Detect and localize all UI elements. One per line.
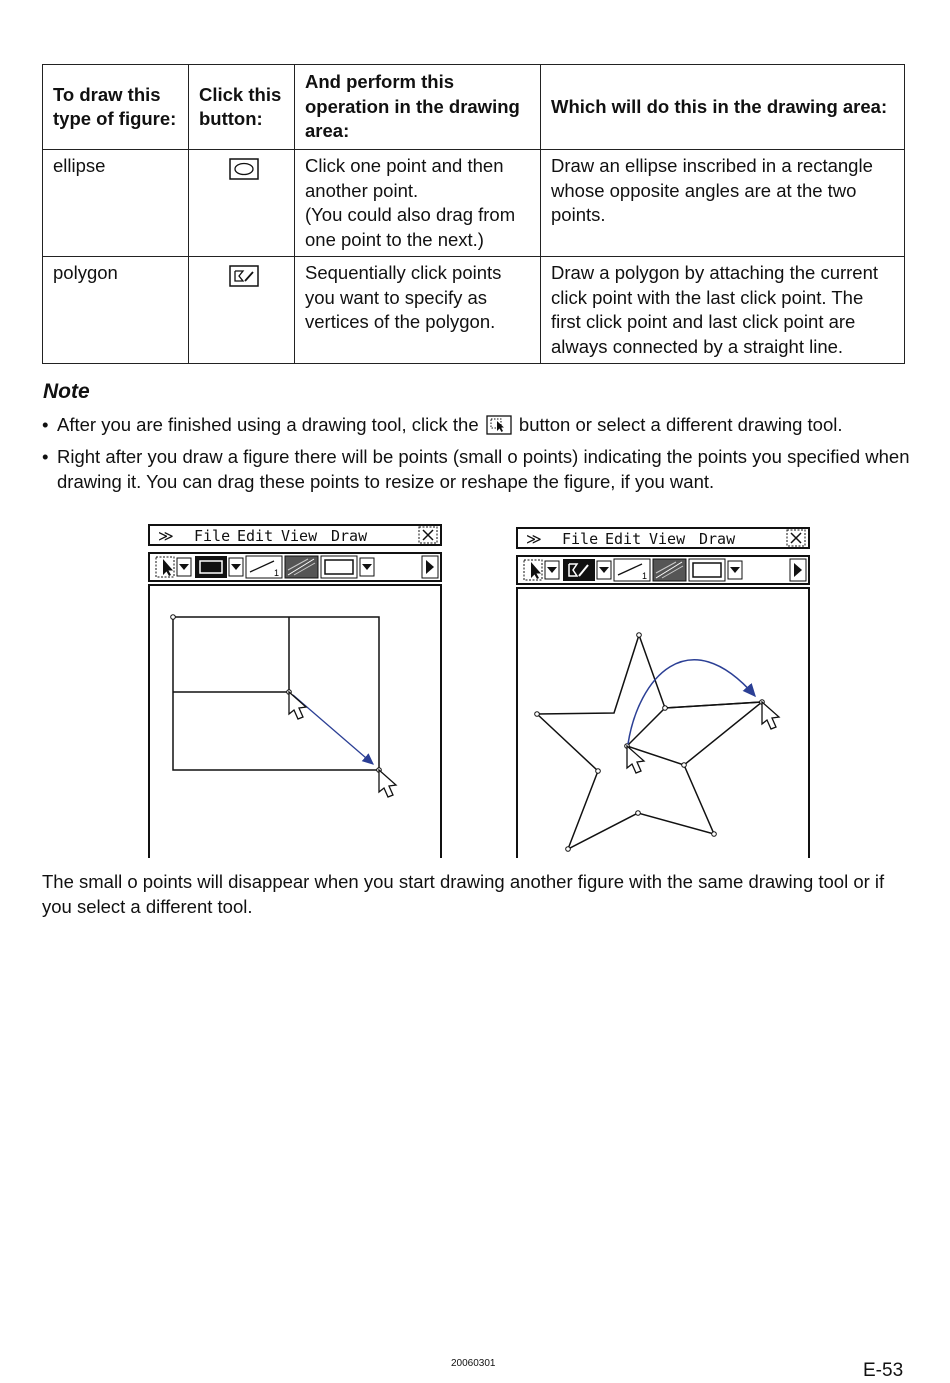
- figure-cell: polygon: [43, 257, 189, 364]
- menu-draw[interactable]: Draw: [331, 527, 368, 545]
- table-header-row: [43, 65, 905, 150]
- result-cell: Draw a polygon by attaching the current click point with the last click point. The first click point and last click point are always connected by a straight line.: [541, 257, 905, 364]
- dropdown-arrow-icon[interactable]: [177, 558, 191, 576]
- operation-cell: Click one point and then another point. (You could also drag from one point to the next.): [295, 150, 541, 257]
- handle-point[interactable]: [637, 633, 642, 638]
- polygon-tool-button[interactable]: [563, 559, 595, 581]
- header-result: Which will do this in the drawing area:: [541, 65, 905, 150]
- line-width-label: 1: [642, 571, 648, 581]
- cursor-arrow-icon: [289, 692, 306, 719]
- screenshot-rectangle: [148, 524, 442, 858]
- header-operation: And perform this operation in the drawing area:: [295, 65, 541, 150]
- handle-point[interactable]: [566, 847, 571, 852]
- table-row: [43, 257, 905, 364]
- drawing-area[interactable]: [516, 587, 810, 858]
- bullet-dot: •: [42, 446, 49, 467]
- tool-bar: [148, 552, 442, 582]
- button-cell: [189, 150, 295, 257]
- figure-cell: ellipse: [43, 150, 189, 257]
- header-button: Click this button:: [189, 65, 295, 150]
- select-tool-button[interactable]: [524, 560, 542, 580]
- note-bullet: [42, 444, 912, 494]
- close-icon[interactable]: [786, 529, 806, 551]
- menu-file[interactable]: File: [562, 530, 599, 548]
- table-row: [43, 150, 905, 257]
- drawn-star-polygon: [537, 635, 762, 849]
- handle-point[interactable]: [712, 832, 717, 837]
- line-style-button[interactable]: [614, 559, 650, 581]
- handle-point[interactable]: [596, 769, 601, 774]
- dropdown-arrow-icon[interactable]: [597, 561, 611, 579]
- menu-view[interactable]: View: [649, 530, 686, 548]
- scroll-right-icon[interactable]: [790, 559, 806, 581]
- tool-bar: [516, 555, 810, 585]
- line-width-label: 1: [274, 568, 280, 578]
- handle-point[interactable]: [682, 763, 687, 768]
- dropdown-arrow-icon[interactable]: [229, 558, 243, 576]
- menu-bar: [516, 527, 810, 549]
- fill-pattern-button[interactable]: [653, 559, 686, 581]
- screenshot-polygon: [516, 527, 810, 858]
- header-figure: To draw this type of figure:: [43, 65, 189, 150]
- drawing-tools-table: [42, 64, 905, 364]
- color-box-button[interactable]: [321, 556, 357, 578]
- handle-point[interactable]: [636, 811, 641, 816]
- bullet-text-1a: After you are finished using a drawing tool, click the: [57, 414, 479, 435]
- bullet-text-2: Right after you draw a figure there will be points (small o points) indicating the points you specified when drawing it. You can drag these points to resize or reshape the figure, if you want.: [57, 446, 910, 492]
- menu-edit[interactable]: Edit: [237, 527, 274, 545]
- cursor-arrow-icon: [762, 702, 779, 729]
- drawing-area[interactable]: [148, 584, 442, 858]
- drawn-rectangle-large: [173, 617, 379, 770]
- dropdown-arrow-icon[interactable]: [360, 558, 374, 576]
- note-bullet: [42, 412, 912, 441]
- menu-file[interactable]: File: [194, 527, 231, 545]
- menu-chevron-icon[interactable]: ≫: [526, 530, 542, 548]
- button-cell: [189, 257, 295, 364]
- operation-cell: Sequentially click points you want to specify as vertices of the polygon.: [295, 257, 541, 364]
- drawn-inner-edges: [627, 702, 762, 765]
- note-title: Note: [43, 380, 90, 403]
- bullet-text-1b: button or select a different drawing tool.: [518, 414, 843, 435]
- handle-point[interactable]: [663, 706, 668, 711]
- menu-view[interactable]: View: [281, 527, 318, 545]
- menu-draw[interactable]: Draw: [699, 530, 736, 548]
- menu-edit[interactable]: Edit: [605, 530, 642, 548]
- cursor-arrow-icon: [379, 770, 396, 797]
- dropdown-arrow-icon[interactable]: [545, 561, 559, 579]
- select-tool-button[interactable]: [156, 557, 174, 577]
- menu-bar: [148, 524, 442, 546]
- dropdown-arrow-icon[interactable]: [728, 561, 742, 579]
- bullet-dot: •: [42, 414, 49, 435]
- footer-code: 20060301: [451, 1358, 496, 1369]
- polygon-tool-icon: [229, 265, 259, 294]
- drag-arrow: [628, 660, 755, 744]
- menu-chevron-icon[interactable]: ≫: [158, 527, 174, 545]
- close-icon[interactable]: [418, 526, 438, 548]
- rectangle-tool-button[interactable]: [195, 556, 227, 578]
- caption-text: The small o points will disappear when you start drawing another figure with the same drawing tool or if you select a different tool.: [42, 871, 885, 917]
- color-box-button[interactable]: [689, 559, 725, 581]
- select-pointer-icon: [486, 415, 512, 441]
- handle-point[interactable]: [535, 712, 540, 717]
- page-number: E-53: [863, 1360, 904, 1381]
- ellipse-tool-icon: [229, 158, 259, 187]
- handle-point[interactable]: [171, 615, 176, 620]
- fill-pattern-button[interactable]: [285, 556, 318, 578]
- result-cell: Draw an ellipse inscribed in a rectangle whose opposite angles are at the two points.: [541, 150, 905, 257]
- line-style-button[interactable]: [246, 556, 282, 578]
- scroll-right-icon[interactable]: [422, 556, 438, 578]
